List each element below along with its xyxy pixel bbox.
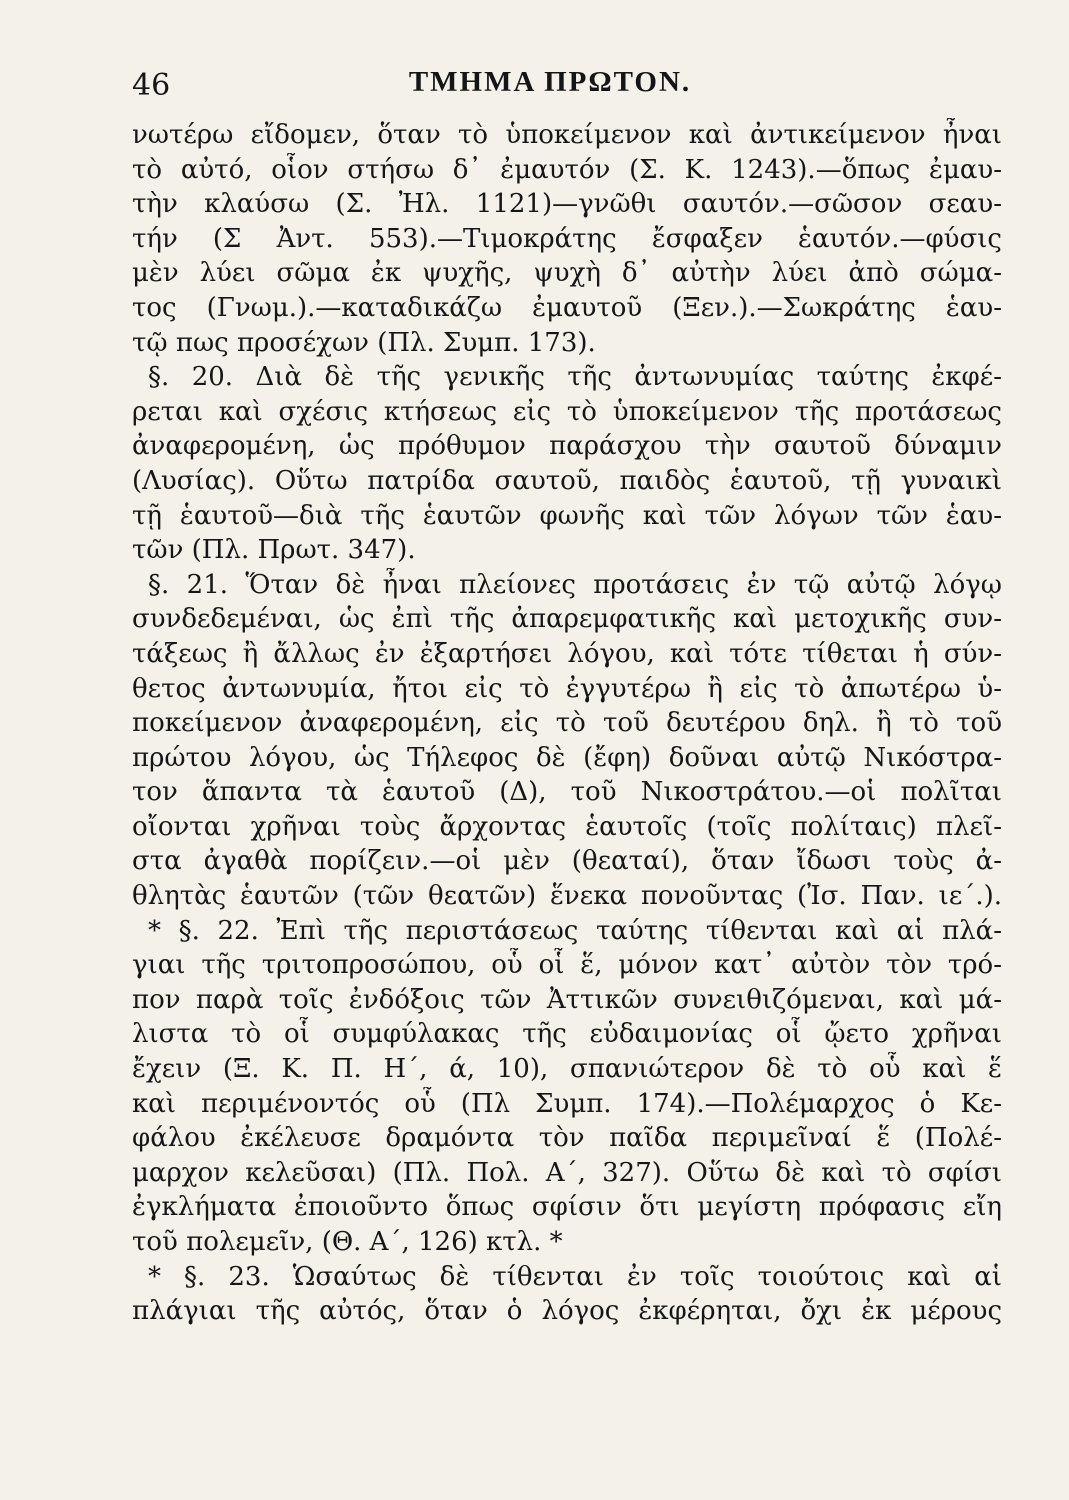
text-line: * §. 23. Ὡσαύτως δὲ τίθενται ἐν τοῖς τοιούτοις καὶ αἱ [148, 1261, 1002, 1292]
text-line: τῶν (Πλ. Πρωτ. 347). [132, 535, 416, 566]
text-line: μαρχον κελεῦσαι) (Πλ. Πολ. Α΄, 327). Οὕτω δὲ καὶ τὸ σφίσι [132, 1157, 1002, 1188]
text-line: §. 20. Διὰ δὲ τῆς γενικῆς τῆς ἀντωνυμίας ταύτης ἐκφέ- [148, 362, 1002, 393]
text-line: συνδεδεμέναι, ὡς ἐπὶ τῆς ἀπαρεμφατικῆς καὶ μετοχικῆς συν- [132, 604, 1002, 635]
text-line: τάξεως ἢ ἄλλως ἐν ἐξαρτήσει λόγου, καὶ τότε τίθεται ἡ σύν- [132, 638, 1002, 669]
text-line: τον ἅπαντα τὰ ἑαυτοῦ (Δ), τοῦ Νικοστράτου.—οἱ πολῖται [132, 777, 1002, 808]
text-line: ἐγκλήματα ἐποιοῦντο ὅπως σφίσιν ὅτι μεγίστη πρόφασις εἴη [132, 1192, 1002, 1223]
text-line: τὴν κλαύσω (Σ. Ἠλ. 1121)—γνῶθι σαυτόν.—σῶσον σεαυ- [132, 189, 1002, 220]
text-line: τοῦ πολεμεῖν, (Θ. Α΄, 126) κτλ. * [132, 1227, 563, 1257]
text-line: ποκείμενον ἀναφερομένη, εἰς τὸ τοῦ δευτέρου δηλ. ἢ τὸ τοῦ [132, 708, 1002, 739]
text-line: πλάγιαι τῆς αὐτός, ὅταν ὁ λόγος ἐκφέρηται, ὄχι ἐκ μέρους [132, 1296, 1002, 1327]
text-line: τῷ πως προσέχων (Πλ. Συμπ. 173). [132, 327, 596, 358]
text-line: θλητὰς ἑαυτῶν (τῶν θεατῶν) ἕνεκα πονοῦντας (Ἰσ. Παν. ιε΄.). [132, 881, 1002, 912]
text-line: στα ἀγαθὰ πορίζειν.—οἱ μὲν (θεαταί), ὅταν ἴδωσι τοὺς ἀ- [132, 846, 1002, 877]
text-line: τος (Γνωμ.).—καταδικάζω ἐμαυτοῦ (Ξεν.).—Σωκράτης ἑαυ- [132, 292, 1002, 323]
text-line: καὶ περιμένοντός οὗ (Πλ Συμπ. 174).—Πολέμαρχος ὁ Κε- [132, 1088, 1002, 1119]
text-line: τήν (Σ Ἀντ. 553).—Τιμοκράτης ἔσφαξεν ἑαυτόν.—φύσις [132, 223, 1002, 254]
running-head: ΤΜΗΜΑ ΠΡΩΤΟΝ. [408, 66, 692, 98]
text-line: ἀναφερομένη, ὡς πρόθυμον παράσχου τὴν σαυτοῦ δύναμιν [132, 431, 1002, 462]
text-line: πρώτου λόγου, ὡς Τήλεφος δὲ (ἔφη) δοῦναι αὐτῷ Νικόστρα- [132, 742, 1002, 773]
text-line: λιστα τὸ οἷ συμφύλακας τῆς εὐδαιμονίας οἷ ᾤετο χρῆναι [132, 1019, 1002, 1050]
text-line: γιαι τῆς τριτοπροσώπου, οὗ οἷ ἕ, μόνον κατ᾽ αὐτὸν τὸν τρό- [132, 950, 1002, 981]
text-line: ἔχειν (Ξ. Κ. Π. Η΄, ά, 10), σπανιώτερον δὲ τὸ οὗ καὶ ἕ [132, 1054, 1002, 1085]
text-line: (Λυσίας). Οὕτω πατρίδα σαυτοῦ, παιδὸς ἑαυτοῦ, τῇ γυναικὶ [132, 465, 1002, 496]
text-line: τῇ ἑαυτοῦ—διὰ τῆς ἑαυτῶν φωνῆς καὶ τῶν λόγων τῶν ἑαυ- [132, 500, 1002, 531]
text-line: §. 21. Ὅταν δὲ ἦναι πλείονες προτάσεις ἐν τῷ αὐτῷ λόγῳ [148, 569, 1002, 600]
text-line: ρεται καὶ σχέσις κτήσεως εἰς τὸ ὑποκείμενον τῆς προτάσεως [132, 396, 1002, 427]
body-text [132, 118, 1002, 1329]
text-line: μὲν λύει σῶμα ἐκ ψυχῆς, ψυχὴ δ᾽ αὐτὴν λύει ἀπὸ σώμα- [132, 258, 1002, 289]
text-line: * §. 22. Ἐπὶ τῆς περιστάσεως ταύτης τίθενται καὶ αἱ πλά- [148, 915, 1002, 946]
text-line: πον παρὰ τοῖς ἐνδόξοις τῶν Ἀττικῶν συνειθιζόμεναι, καὶ μά- [132, 984, 1002, 1015]
text-line: νωτέρω εἴδομεν, ὅταν τὸ ὑποκείμενον καὶ ἀντικείμενον ἦναι [132, 120, 1002, 150]
page-number: 46 [132, 68, 171, 103]
text-line: οἴονται χρῆναι τοὺς ἄρχοντας ἑαυτοῖς (τοῖς πολίταις) πλεῖ- [132, 811, 1002, 842]
text-line: θετος ἀντωνυμία, ἤτοι εἰς τὸ ἐγγυτέρω ἢ εἰς τὸ ἀπωτέρω ὑ- [132, 673, 1002, 704]
text-line: φάλου ἐκέλευσε δραμόντα τὸν παῖδα περιμεῖναί ἕ (Πολέ- [132, 1123, 1002, 1154]
text-line: τὸ αὐτό, οἷον στήσω δ᾽ ἐμαυτόν (Σ. Κ. 1243).—ὅπως ἐμαυ- [132, 154, 1002, 185]
